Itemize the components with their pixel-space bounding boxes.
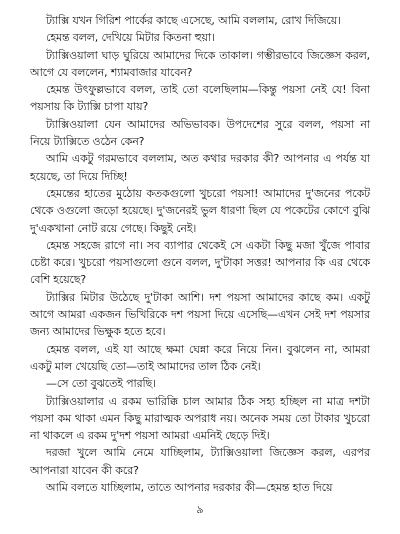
paragraph: —সে তো বুঝতেই পারছি। [46,377,156,391]
paragraph: ট্যাক্সিওয়ালা ঘাড় ঘুরিয়ে আমাদের দিকে তাকাল। গম্ভীরভাবে জিজ্ঞেস করল, আগে যে বললেন, শ্যামবাজার যাবেন? [30,48,370,79]
paragraph: হেমন্তের হাতের মুঠোয় কতকগুলো খুচরো পয়সা! আমাদের দু'জনের পকেট থেকে ওগুলো জড়ো হয়েছে। দু'জনেরই ভুল ধারণা ছিল যে পকেটের কোণে বুঝি দু'একখানা নোট রয়ে গেছে। কিছুই নেই। [30,186,370,235]
paragraph: হেমন্ত সহজে রাগে না। সব ব্যাপার থেকেই সে একটা কিছু মজা খুঁজে পাবার চেষ্টা করে। খুচরো পয়সাগুলো গুনে বলল, দু'টাকা সত্তর! আপনার কি এর থেকে বেশি হয়েছে? [30,238,370,287]
page-number: ৯ [196,503,204,516]
paragraph: আমি বলতে যাচ্ছিলাম, তাতে আপনার দরকার কী—হেমন্ত হাত দিয়ে [46,481,333,495]
paragraph: হেমন্ত বলল, দেখিয়ে মিটার কিতনা হুয়া। [46,31,215,45]
paragraph: আমি একটু গরমভাবে বললাম, অত কথার দরকার কী? আপনার এ পর্যন্ত যা হয়েছে, তা দিয়ে দিচ্ছি! [30,152,370,183]
paragraph: হেমন্ত বলল, এই যা আছে ক্ষমা ঘেন্না করে নিয়ে নিন। বুঝলেন না, আমরা একটু মাল খেয়েছি তো—তাই আমাদের তাল ঠিক নেই। [30,342,370,373]
paragraph: ট্যাক্সিওয়ালার এ রকম ভারিক্কি চাল আমার ঠিক সহ্য হচ্ছিল না মাত্র দশটা পয়সা কম থাকা এমন কিছু মারাত্মক অপরাধ নয়। অনেক সময় তো টাকার খুচরো না থাকলে এ রকম দু'দশ পয়সা আমরা এমনিই ছেড়ে দিই। [30,394,370,443]
paragraph: ট্যাক্সিওয়ালা যেন আমাদের অভিভাবক। উপদেশের সুরে বলল, পয়সা না নিয়ে ট্যাক্সিতে ওঠেন কেন? [30,117,370,149]
paragraph: দরজা খুলে আমি নেমে যাচ্ছিলাম, ট্যাক্সিওয়ালা জিজ্ঞেস করল, এরপর আপনারা যাবেন কী করে? [30,446,370,477]
paragraph: ট্যাক্সি যখন গিরিশ পার্কের কাছে এসেছে, আমি বললাম, রোখ দিজিয়ে। [46,14,341,27]
paragraph: ট্যাক্সির মিটার উঠেছে দু'টাকা আশি। দশ পয়সা আমাদের কাছে কম। একটু আগে আমরা একজন ভিখিরিকে দশ পয়সা দিয়ে এসেছি—এখন সেই দশ পয়সার জন্য আমাদের ভিক্ষুক হতে হবে। [30,290,370,339]
paragraph: হেমন্ত উৎফুল্লভাবে বলল, তাই তো বলেছিলাম—কিন্তু পয়সা নেই যে! বিনা পয়সায় কি ট্যাক্সি চাপা যায়? [30,83,370,114]
